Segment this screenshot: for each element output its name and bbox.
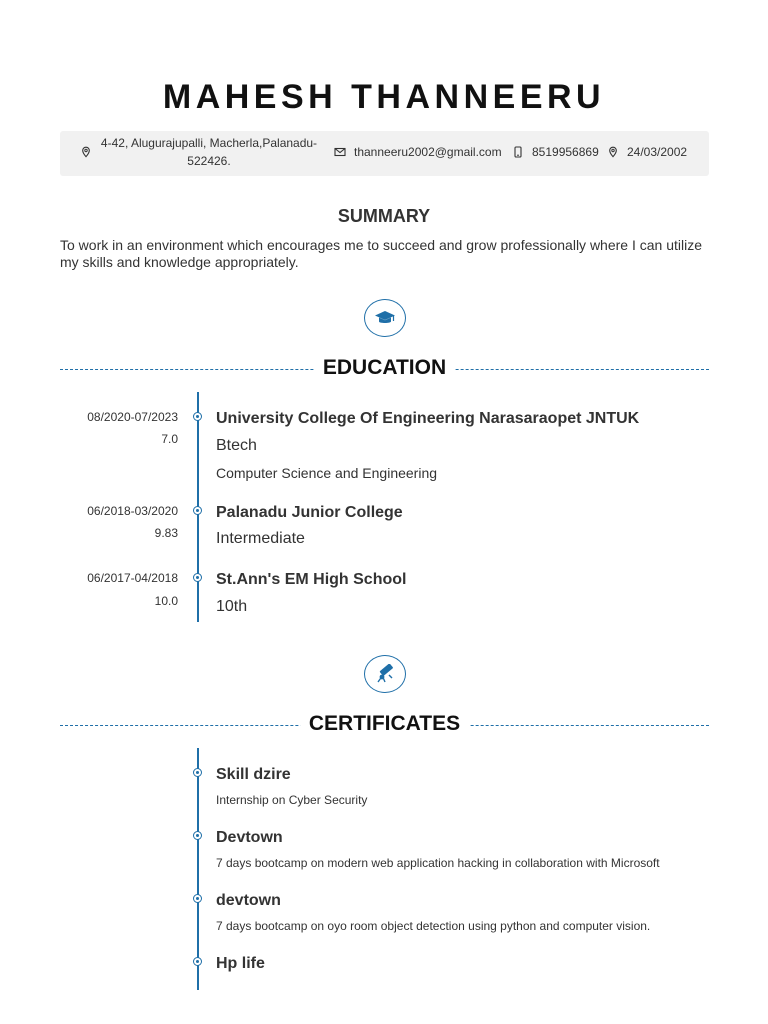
education-institution: University College Of Engineering Narasaraopet JNTUK bbox=[216, 410, 640, 427]
certificate-name: devtown bbox=[216, 892, 281, 909]
phone-text[interactable]: 8519956869 bbox=[532, 145, 599, 159]
diploma-icon bbox=[364, 655, 406, 693]
address-line-2: 522426. bbox=[187, 154, 231, 168]
education-field: Computer Science and Engineering bbox=[216, 465, 438, 481]
email-text[interactable]: thanneeru2002@gmail.com bbox=[354, 145, 502, 159]
timeline-dot bbox=[193, 894, 202, 903]
timeline-dot bbox=[193, 573, 202, 582]
timeline-dot bbox=[193, 412, 202, 421]
summary-text: To work in an environment which encourages me to succeed and grow professionally where I can utilize my skills and knowledge appropriately. bbox=[60, 237, 703, 270]
education-dates: 06/2017-04/2018 bbox=[87, 571, 178, 585]
location-pin-icon bbox=[80, 146, 92, 158]
certificate-description: Internship on Cyber Security bbox=[216, 793, 368, 807]
graduation-cap-icon bbox=[364, 299, 406, 337]
email-icon bbox=[334, 146, 346, 158]
education-score: 9.83 bbox=[154, 526, 178, 540]
contact-phone[interactable] bbox=[512, 145, 599, 159]
phone-icon bbox=[512, 146, 524, 158]
education-dates: 08/2020-07/2023 bbox=[87, 410, 178, 424]
certificates-heading bbox=[60, 712, 709, 740]
certificate-name: Devtown bbox=[216, 829, 283, 846]
timeline-dot bbox=[193, 957, 202, 966]
candidate-name: MAHESH THANNEERU bbox=[162, 78, 606, 116]
certificates-title: CERTIFICATES bbox=[300, 712, 469, 736]
education-dates: 06/2018-03/2020 bbox=[87, 504, 178, 518]
education-score: 10.0 bbox=[154, 594, 178, 608]
location-pin-icon bbox=[607, 146, 619, 158]
contact-bar bbox=[60, 131, 709, 176]
education-institution: Palanadu Junior College bbox=[216, 504, 403, 521]
education-score: 7.0 bbox=[161, 432, 178, 446]
education-degree: Btech bbox=[216, 437, 257, 454]
certificate-description: 7 days bootcamp on modern web application hacking in collaboration with Microsoft bbox=[216, 856, 660, 870]
timeline-dot bbox=[193, 506, 202, 515]
certificates-timeline bbox=[197, 748, 199, 990]
certificate-name: Hp life bbox=[216, 955, 265, 972]
education-degree: 10th bbox=[216, 598, 248, 615]
dob-text: 24/03/2002 bbox=[627, 145, 688, 159]
contact-email[interactable] bbox=[334, 145, 502, 159]
address-text bbox=[100, 134, 318, 170]
address-line-1: 4-42, Alugurajupalli, Macherla,Palanadu- bbox=[100, 136, 318, 150]
timeline-dot bbox=[193, 768, 202, 777]
education-institution: St.Ann's EM High School bbox=[216, 571, 407, 588]
certificate-description: 7 days bootcamp on oyo room object detection using python and computer vision. bbox=[216, 919, 651, 933]
contact-address bbox=[80, 134, 318, 170]
education-degree: Intermediate bbox=[216, 530, 305, 547]
certificate-name: Skill dzire bbox=[216, 766, 291, 783]
education-title: EDUCATION bbox=[314, 356, 455, 380]
timeline-dot bbox=[193, 831, 202, 840]
education-heading bbox=[60, 356, 709, 384]
summary-title: SUMMARY bbox=[337, 206, 431, 226]
contact-dob bbox=[607, 145, 687, 159]
